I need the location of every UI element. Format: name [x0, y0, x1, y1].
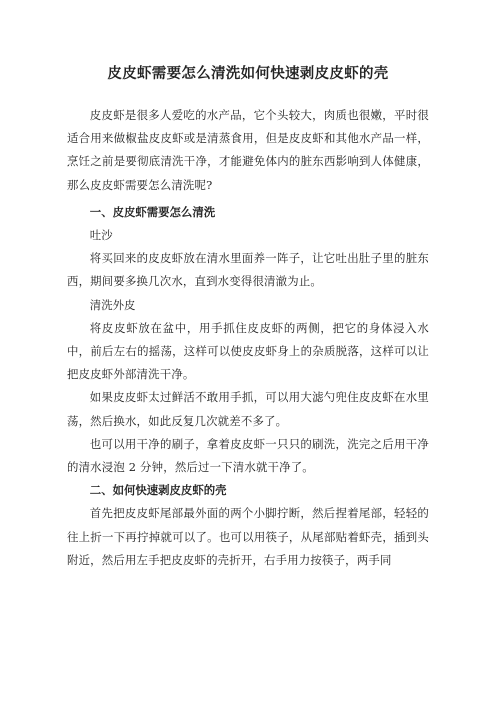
document-title: 皮皮虾需要怎么清洗如何快速剥皮皮虾的壳	[107, 66, 389, 82]
paragraph-brush: 也可以用干净的刷子，拿着皮皮虾一只只的刷洗，洗完之后用干净的清水浸泡 2 分钟，然后过一下清水就干净了。	[67, 436, 429, 475]
section-heading-peeling: 二、如何快速剥皮皮虾的壳	[89, 483, 227, 498]
subheading-spit-sand: 吐沙	[89, 228, 113, 243]
paragraph-wash-shell: 将皮皮虾放在盆中，用手抓住皮皮虾的两侧，把它的身体浸入水中，前后左右的摇荡，这样可以使皮皮虾身上的杂质脱落，这样可以让把皮皮虾外部清洗干净。	[67, 320, 429, 382]
paragraph-peeling: 首先把皮皮虾尾部最外面的两个小脚拧断，然后捏着尾部，轻轻的往上折一下再拧掉就可以了。也可以用筷子，从尾部贴着虾壳，插到头附近，然后用左手把皮皮虾的壳折开，右手用力按筷子，两手同	[67, 506, 429, 567]
paragraph-spit-sand: 将买回来的皮皮虾放在清水里面养一阵子，让它吐出肚子里的脏东西，期间要多换几次水，直到水变得很清澈为止。	[67, 251, 429, 289]
subheading-wash-shell: 清洗外皮	[89, 297, 136, 312]
paragraph-strainer: 如果皮皮虾太过鲜活不敢用手抓，可以用大滤勺兜住皮皮虾在水里荡，然后换水，如此反复几次就差不多了。	[67, 390, 429, 428]
section-heading-cleaning: 一、皮皮虾需要怎么清洗	[89, 204, 216, 219]
intro-paragraph: 皮皮虾是很多人爱吃的水产品，它个头较大，肉质也很嫩，平时很适合用来做椒盐皮皮虾或是清蒸食用，但是皮皮虾和其他水产品一样，烹饪之前是要彻底清洗干净，才能避免体内的脏东西影响到人体健康，那么皮皮虾需要怎么清洗呢?	[67, 108, 429, 192]
